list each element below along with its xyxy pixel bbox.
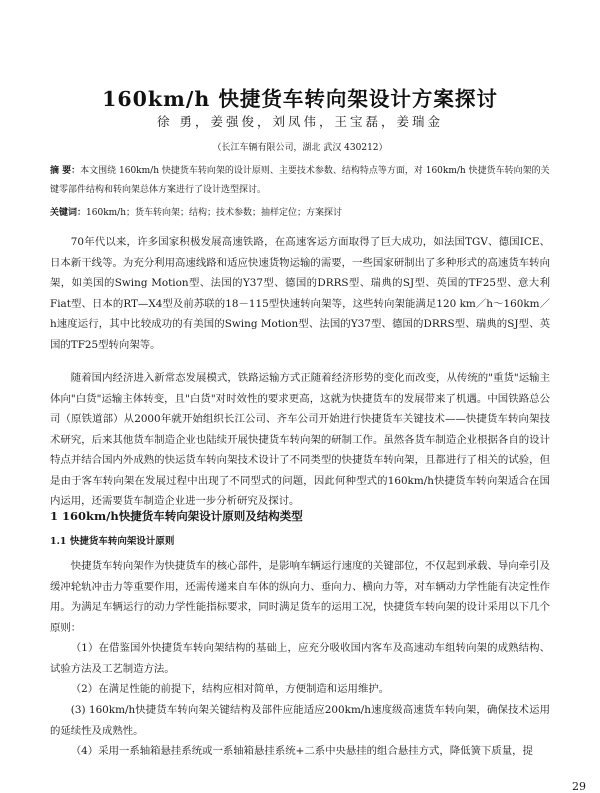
- keywords-label: 关键词：: [50, 208, 87, 218]
- paper-title: 160km/h 快捷货车转向架设计方案探讨: [102, 86, 498, 111]
- keywords: [50, 205, 550, 218]
- intro-paragraph: 70年代以来，许多国家积极发展高速铁路，在高速客运方面取得了巨大成功，如法国TGV、德国ICE、日本新干线等。为充分利用高速线路和适应快速货物运输的需要，一些国家研制出了多种形式的高速货车转向架，如美国的Swing Motion型、法国的Y37型、德国的DRRS型、瑞典的SJ型、英国的TF25型、意大利Fiat型、日本的RT—X4型及前苏联的18－115型快速转向架等，这些转向架能满足120 km／h～160km／h速度运行，其中比较成功的有美国的Swing Motion型、法国的Y37型、德国的DRRS型、瑞典的SJ型、英国的TF25型转向架等。: [50, 236, 550, 351]
- body-paragraph: （1）在借鉴国外快捷货车转向架结构的基础上，应充分吸收国内客车及高速动车组转向架的成熟结构、试验方法及工艺制造方法。: [50, 642, 550, 675]
- affiliation: （长江车辆有限公司，湖北 武汉 430212）: [212, 143, 388, 153]
- author-list: 徐 勇，姜强俊，刘凤伟，王宝磊，姜瑞金: [157, 114, 443, 129]
- body-paragraph: （2）在满足性能的前提下，结构应相对简单，方便制造和运用维护。: [70, 683, 390, 695]
- body-paragraph: （4）采用一系轴箱悬挂系统或一系轴箱悬挂系统+二系中央悬挂的组合悬挂方式，降低簧下质量，提: [70, 745, 533, 757]
- intro-paragraph: 随着国内经济进入新常态发展模式，铁路运输方式正随着经济形势的变化而改变，从传统的"重货"运输主体向"白货"运输主体转变，且"白货"对时效性的要求更高，这就为快捷货车的发展带来了机遇。中国铁路总公司（原铁道部）从2000年就开始组织长江公司、齐车公司开始进行快捷货车关键技术——快捷货车转向架技术研究，后来其他货车制造企业也陆续开展快捷货车转向架的研制工作。虽然各货车制造企业根据各自的设计特点并结合国内外成熟的快运货车转向架技术设计了不同类型的快捷货车转向架，且都进行了相关的试验，但是由于客车转向架在发展过程中出现了不同型式的问题，因此何种型式的160km/h快捷货车转向架适合在国内运用，还需要货车制造企业进一步分析研究及探讨。: [50, 372, 550, 507]
- page-number: 29: [572, 780, 586, 793]
- section-heading: 1 160km/h快捷货车转向架设计原则及结构类型: [50, 509, 303, 523]
- subsection-heading: 1.1 快捷货车转向架设计原则: [50, 536, 175, 547]
- body-paragraph: (3) 160km/h快捷货车转向架关键结构及部件应能适应200km/h速度级高速货车转向架，确保技术运用的延续性及成熟性。: [50, 704, 550, 737]
- keywords-text: 160km/h；货车转向架；结构；技术参数；抽样定位；方案探讨: [86, 208, 343, 218]
- abstract-text: 本文围绕 160km/h 快捷货车转向架的设计原则、主要技术参数、结构特点等方面，对 160km/h 快捷货车转向架的关键零部件结构和转向架总体方案进行了设计选型探讨。: [50, 166, 550, 195]
- abstract-label: 摘 要：: [50, 166, 81, 176]
- abstract: [50, 162, 550, 200]
- body-paragraph: 快捷货车转向架作为快捷货车的核心部件，是影响车辆运行速度的关键部位，不仅起到承载、导向牵引及缓冲轮轨冲击力等重要作用，还需传递来自车体的纵向力、垂向力、横向力等，对车辆动力学性能有决定性作用。为满足车辆运行的动力学性能指标要求，同时满足货车的运用工况，快捷货车转向架的设计采用以下几个原则：: [50, 560, 550, 634]
